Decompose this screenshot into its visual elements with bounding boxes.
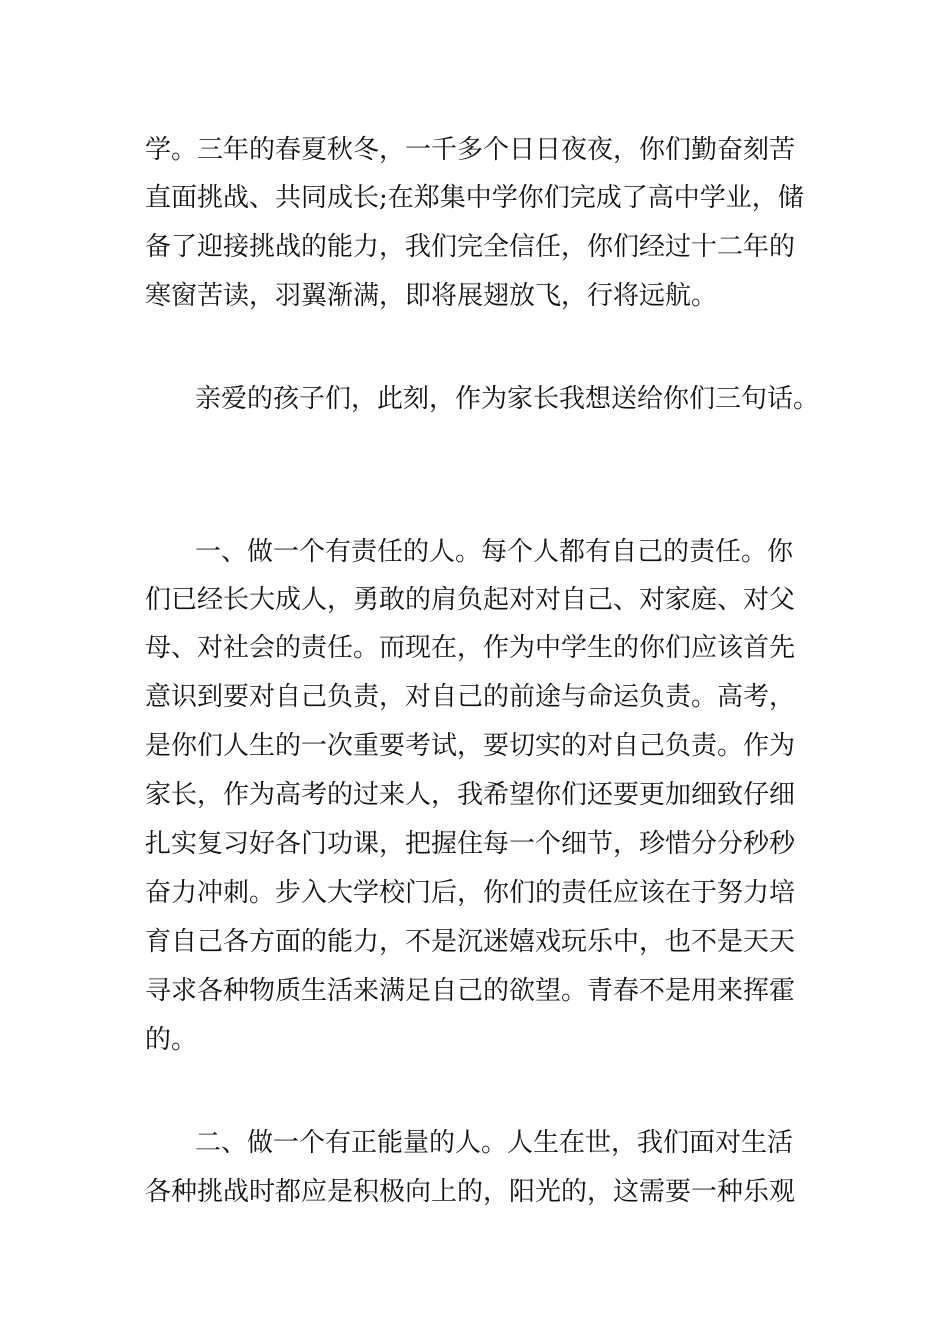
text-line-1: 学。三年的春夏秋冬，一千多个日日夜夜，你们勤奋刻苦 <box>145 135 796 165</box>
text-line-6: 一、做一个有责任的人。每个人都有自己的责任。你 <box>195 537 794 567</box>
text-line-8: 母、对社会的责任。而现在，作为中学生的你们应该首先 <box>145 633 796 663</box>
text-line-3: 备了迎接挑战的能力，我们完全信任，你们经过十二年的 <box>145 232 796 262</box>
text-line-10: 是你们人生的一次重要考试，要切实的对自己负责。作为 <box>145 731 796 761</box>
text-line-2: 直面挑战、共同成长;在郑集中学你们完成了高中学业，储 <box>145 183 804 213</box>
text-line-17: 二、做一个有正能量的人。人生在世，我们面对生活 <box>195 1128 794 1158</box>
text-line-15: 寻求各种物质生活来满足自己的欲望。青春不是用来挥霍 <box>145 976 796 1006</box>
text-line-7: 们已经长大成人，勇敢的肩负起对对自己、对家庭、对父 <box>145 585 796 615</box>
text-line-14: 育自己各方面的能力，不是沉迷嬉戏玩乐中，也不是天天 <box>145 927 796 957</box>
text-line-4: 寒窗苦读，羽翼渐满，即将展翅放飞，行将远航。 <box>145 281 718 311</box>
text-line-5: 亲爱的孩子们，此刻，作为家长我想送给你们三句话。 <box>195 384 820 414</box>
text-line-9: 意识到要对自己负责，对自己的前途与命运负责。高考， <box>145 682 796 712</box>
text-line-12: 扎实复习好各门功课，把握住每一个细节，珍惜分分秒秒 <box>145 829 796 859</box>
text-line-13: 奋力冲刺。步入大学校门后，你们的责任应该在于努力培 <box>145 878 796 908</box>
text-line-16: 的。 <box>145 1025 198 1055</box>
text-line-18: 各种挑战时都应是积极向上的，阳光的，这需要一种乐观 <box>145 1177 796 1207</box>
text-line-11: 家长，作为高考的过来人，我希望你们还要更加细致仔细 <box>145 780 796 810</box>
